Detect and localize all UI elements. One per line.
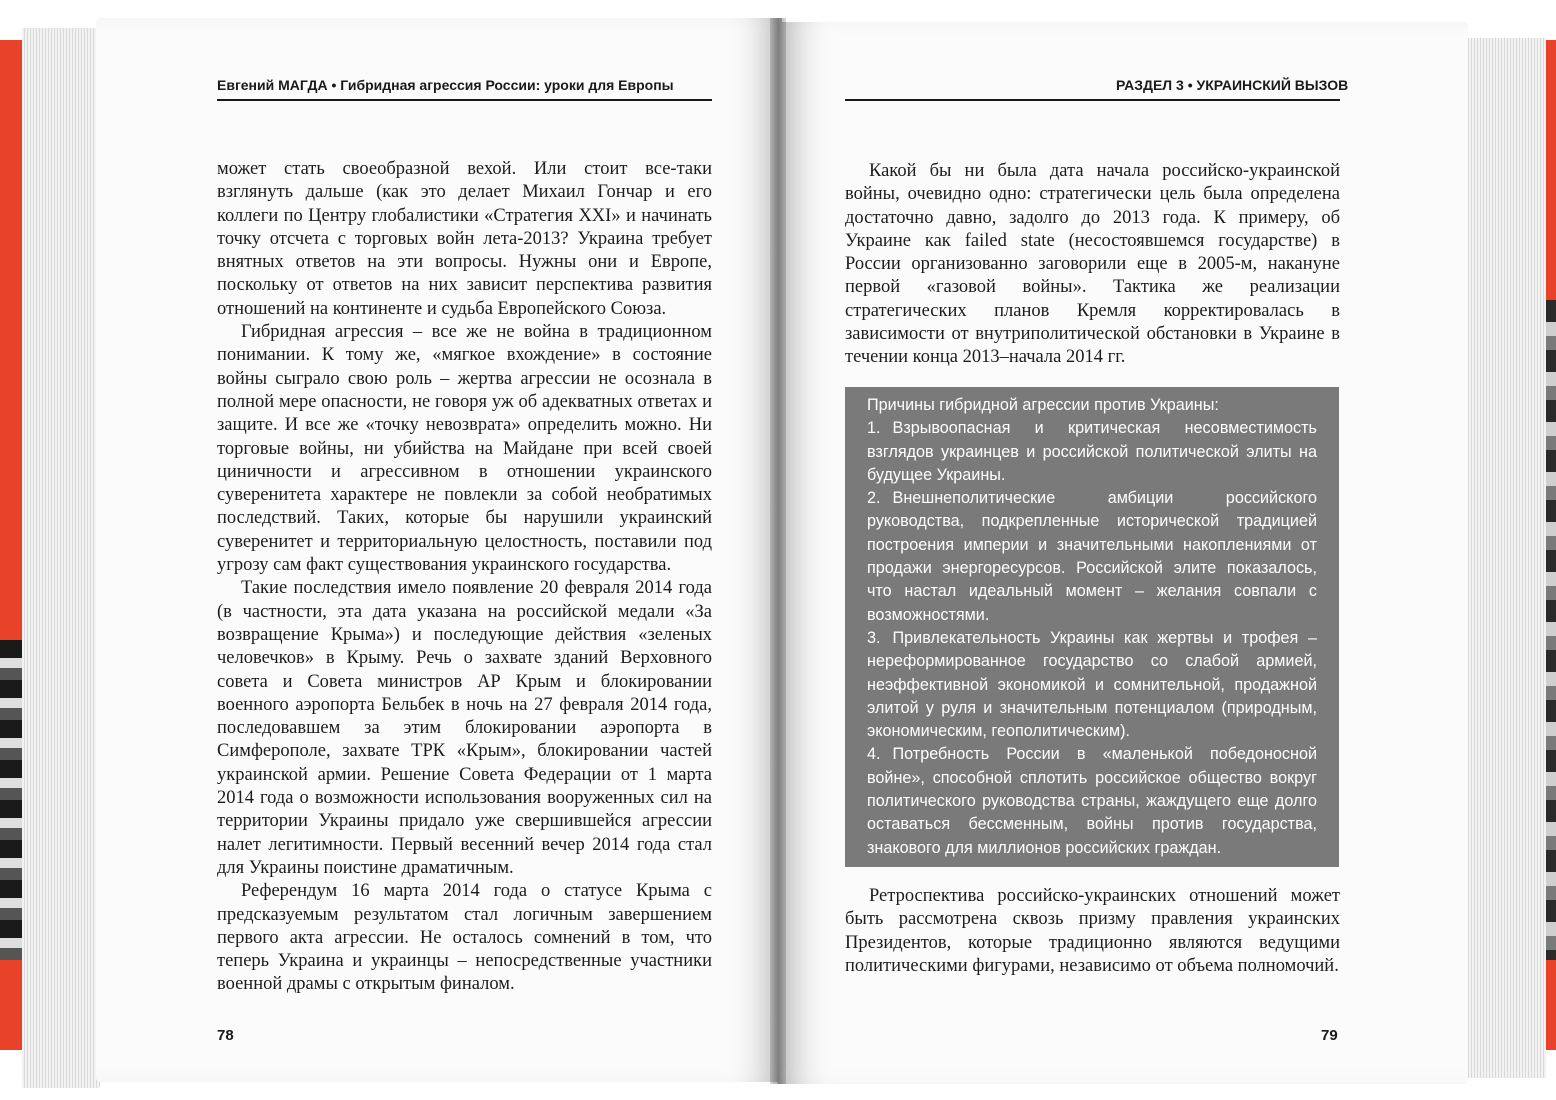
callout-item-text: Внешнеполитические амбиции российского руководства, подкрепленные исторической традицией построения империи и значительными накоплениями от продажи энергоресурсов. Российской элите показалось, что настал идеальный момент – желания совпали с возможностями. bbox=[867, 489, 1317, 624]
callout-item bbox=[867, 417, 1317, 487]
right-closing-text bbox=[845, 885, 1340, 978]
right-paragraph-closing: Ретроспектива российско-украинских отношений может быть рассмотрена сквозь призму правления украинских Президентов, которые традиционно являются ведущими политическими фигурами, независимо от объема полномочий. bbox=[845, 886, 1340, 976]
left-running-head: Евгений МАГДА • Гибридная агрессия России: уроки для Европы bbox=[217, 77, 674, 93]
callout-item-number: 4. bbox=[867, 745, 881, 764]
callout-title: Причины гибридной агрессии против Украины: bbox=[867, 396, 1219, 414]
callout-item-text: Взрывоопасная и критическая несовместимость взглядов украинцев и российской политической элиты на будущее Украины. bbox=[867, 419, 1317, 484]
callout-item-number: 3. bbox=[867, 628, 881, 647]
callout-item-text: Потребность России в «маленькой победоносной войне», способной сплотить российское общество вокруг политического руководства страны, жаждущего еще долго оставаться бессменным, войны против государства, знакового для миллионов российских граждан. bbox=[867, 745, 1317, 857]
right-head-rule bbox=[845, 99, 1340, 101]
page-stack-right bbox=[1468, 38, 1546, 1078]
left-paragraph-3: Такие последствия имело появление 20 февраля 2014 года (в частности, эта дата указана на российской медали «За возвращение Крыма») и последующие действия «зеленых человечков» в Крыму. Речь о захвате зданий Верховного совета и Совета министров АР Крым и блокировании военного аэропорта Бельбек в ночь на 27 февраля 2014 года, последовавшем за этим блокировании аэропорта в Симферополе, захвате ТРК «Крым», блокировании частей украинской армии. Решение Совета Федерации от 1 марта 2014 года о возможности использования вооруженных сил на территории Украины придало уже свершившейся агрессии налет легитимности. Первый весенний вечер 2014 года стал для Украины поистине драматичным. bbox=[217, 578, 712, 878]
callout-item-number: 2. bbox=[867, 489, 881, 508]
right-page-number: 79 bbox=[1321, 1027, 1338, 1044]
left-head-rule bbox=[217, 99, 712, 101]
callout-item bbox=[867, 487, 1317, 627]
left-paragraph-1: может стать своеобразной вехой. Или стоит все-таки взглянуть дальше (как это делает Михаил Гончар и его коллеги по Центру глобалистики «Стратегия XXI» и начинать точку отсчета с торговых войн лета-2013? Украина требует внятных ответов на эти вопросы. Нужны они и Европе, поскольку от ответов на них зависит перспектива развития отношений на континенте и судьба Европейского Союза. bbox=[217, 159, 712, 319]
left-paragraph-2: Гибридная агрессия – все же не война в традиционном понимании. К тому же, «мягкое вхождение» в состояние войны сыграло свою роль – жертва агрессии не осознала в полной мере опасности, не говоря уж об адекватных ответах и защите. И все же «точку невозврата» определить можно. Ни торговые войны, ни убийства на Майдане при всей своей циничности и агрессивном в отношении украинского суверенитета характере не повлекли за собой необратимых последствий. Таких, которые бы нарушили украинский суверенитет и территориальную целостность, поставили под угрозу сам факт существования украинского государства. bbox=[217, 322, 712, 576]
right-paragraph-intro: Какой бы ни была дата начала российско-украинской войны, очевидно одно: стратегически цель была определена достаточно давно, задолго до 2013 года. К примеру, об Украине как failed state (несостоявшемся государстве) в России организованно заговорили еще в 2005-м, накануне первой «газовой войны». Тактика же реализации стратегических планов Кремля корректировалась в зависимости от внутриполитической обстановки в Украине в течении конца 2013–начала 2014 гг. bbox=[845, 161, 1340, 368]
book-spine bbox=[770, 18, 786, 1084]
left-paragraph-4: Референдум 16 марта 2014 года о статусе Крыма с предсказуемым результатом стал логичным завершением первого акта агрессии. Не осталось сомнений в том, что теперь Украина и украинцы – непосредственные участники военной драмы с открытым финалом. bbox=[217, 881, 712, 995]
book-edge-left-image bbox=[0, 640, 24, 960]
left-page-number: 78 bbox=[217, 1027, 234, 1044]
callout-item-text: Привлекательность Украины как жертвы и трофея – нереформированное государство со слабой армией, неэффективной экономикой и сомнительной, продажной элитой у руля и значительным потенциалом (природным, экономическим, геополитическим). bbox=[867, 628, 1317, 741]
right-running-head: РАЗДЕЛ 3 • УКРАИНСКИЙ ВЫЗОВ bbox=[1116, 77, 1349, 93]
callout-box bbox=[845, 387, 1339, 867]
callout-item bbox=[867, 627, 1317, 743]
page-stack-left bbox=[22, 28, 100, 1088]
left-body-text bbox=[217, 158, 712, 997]
right-intro-text bbox=[845, 160, 1340, 370]
callout-item bbox=[867, 743, 1317, 859]
callout-item-number: 1. bbox=[867, 419, 881, 438]
